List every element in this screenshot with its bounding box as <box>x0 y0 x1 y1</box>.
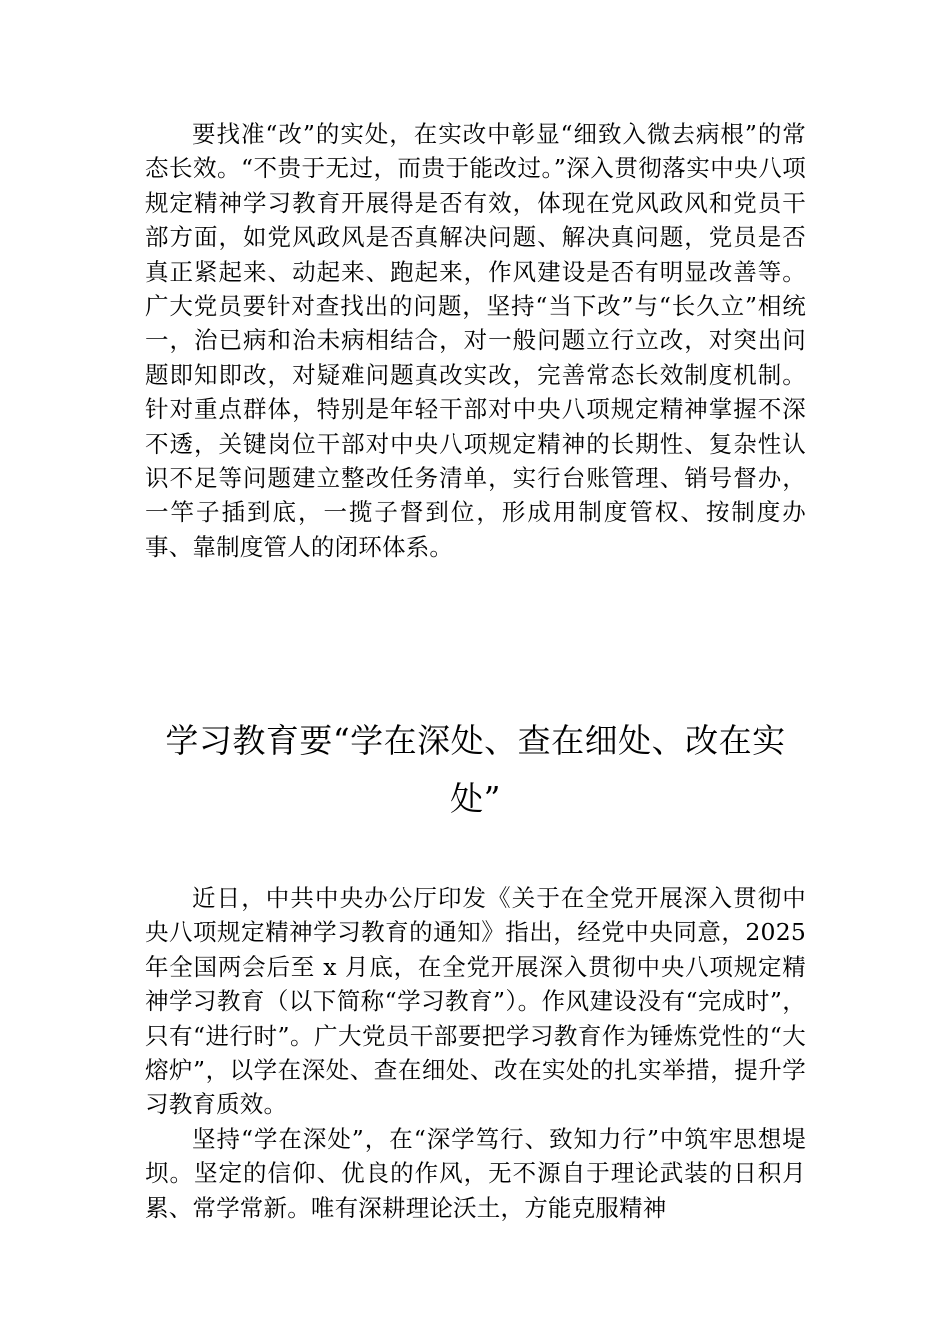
section2-body <box>145 881 806 1225</box>
section-title: 学习教育要“学在深处、查在细处、改在实处” <box>165 721 786 818</box>
section2-heading <box>145 712 806 828</box>
body-paragraph: 要找准“改”的实处，在实改中彰显“细致入微去病根”的常态长效。“不贵于无过，而贵于能改过。”深入贯彻落实中央八项规定精神学习教育开展得是否有效，体现在党风政风和党员干部方面，如党风政风是否真解决问题、解决真问题，党员是否真正紧起来、动起来、跑起来，作风建设是否有明显改善等。广大党员要针对查找出的问题，坚持“当下改”与“长久立”相统一，治已病和治未病相结合，对一般问题立行立改，对突出问题即知即改，对疑难问题真改实改，完善常态长效制度机制。针对重点群体，特别是年轻干部对中央八项规定精神掌握不深不透，关键岗位干部对中央八项规定精神的长期性、复杂性认识不足等问题建立整改任务清单，实行台账管理、销号督办，一竿子插到底，一揽子督到位，形成用制度管权、按制度办事、靠制度管人的闭环体系。 <box>145 120 806 561</box>
body-paragraph: 近日，中共中央办公厅印发《关于在全党开展深入贯彻中央八项规定精神学习教育的通知》指出，经党中央同意，2025 年全国两会后至 x 月底，在全党开展深入贯彻中央八项规定精神学习教育（以下简称“学习教育”）。作风建设没有“完成时”，只有“进行时”。广大党员干部要把学习教育作为锤炼党性的“大熔炉”，以学在深处、查在细处、改在实处的扎实举措，提升学习教育质效。 <box>145 884 806 1119</box>
section1 <box>145 117 806 564</box>
body-paragraph: 坚持“学在深处”，在“深学笃行、致知力行”中筑牢思想堤坝。坚定的信仰、优良的作风，无不源自于理论武装的日积月累、常学常新。唯有深耕理论沃土，方能克服精神 <box>145 1124 806 1222</box>
